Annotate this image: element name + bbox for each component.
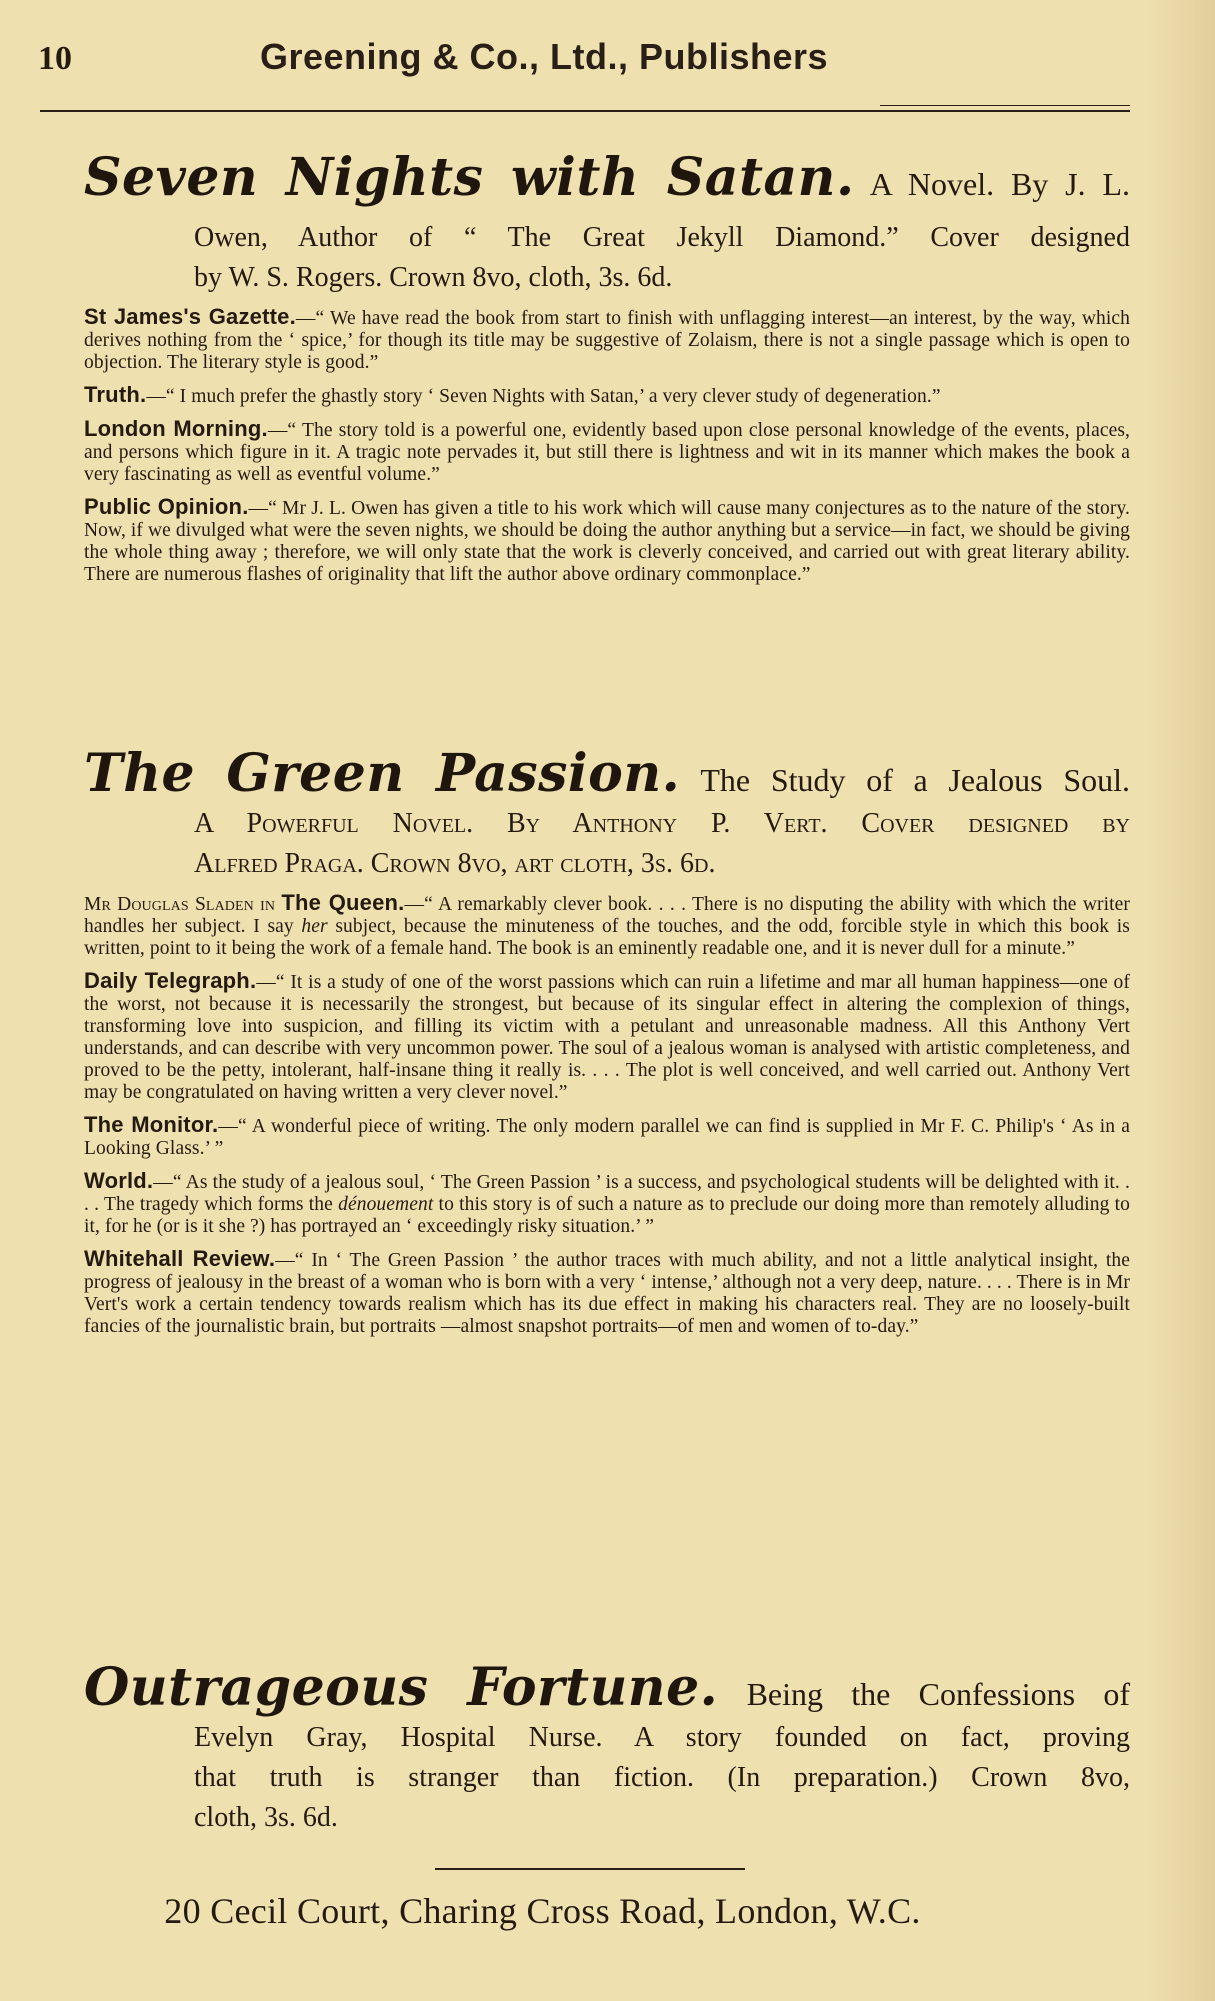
book-description: Evelyn Gray, Hospital Nurse. A story founded on fact, proving: [194, 1722, 1130, 1753]
running-title: Greening & Co., Ltd., Publishers: [260, 36, 829, 77]
review: [84, 384, 1130, 408]
review: [84, 970, 1130, 1104]
review-source: London Morning.: [84, 416, 268, 441]
review-text: —“ I much prefer the ghastly story ‘ Seven Nights with Satan,’ a very clever study of degeneration.”: [146, 386, 941, 407]
review: [84, 1248, 1130, 1338]
page-edge-shadow: [1145, 0, 1215, 2001]
review-text: subject, because the minuteness of the touches, and the odd, forcible style in which this book is written, point to it being the work of a female hand. The book is an eminently readable one, and it is never dull for a minute.”: [84, 916, 1130, 959]
review: [84, 1114, 1130, 1160]
review-source: The Monitor.: [84, 1112, 219, 1137]
book-description: by W. S. Rogers. Crown 8vo, cloth, 3s. 6d.: [194, 262, 673, 293]
book-title-line: [84, 743, 1131, 804]
review-prefix: Mr Douglas Sladen in: [84, 894, 282, 915]
book-entry-green-passion: [84, 743, 1131, 1338]
review: [84, 496, 1130, 586]
header-rule: [40, 110, 1130, 112]
review-emphasis: her: [301, 916, 328, 937]
review-text: —“ In ‘ The Green Passion ’ the author traces with much ability, and not a little analytical insight, the progress of jealousy in the breast of a woman who is born with a very ‘ intense,’ although not a very deep, nature. . . . There is in Mr Vert's work a certain tendency towards realism which has its due effect in making his characters real. They are no loosely-built fancies of the journalistic brain, but portraits —almost snapshot portraits—of men and women of to-day.”: [84, 1250, 1131, 1337]
reviews: [84, 892, 1130, 1338]
header-rule-thin: [880, 105, 1130, 106]
review-source: Public Opinion.: [84, 494, 249, 519]
review-text: —“ A remarkably clever book. . . . There is no disputing the ability with which the writer handles her subject. I say: [84, 894, 1130, 937]
review-text: —“ As the study of a jealous soul, ‘ The Green Passion ’ is a success, and psychological students will be delighted with it. . . . The tragedy which forms the: [84, 1172, 1130, 1215]
book-subtitle: Being the Confessions of: [746, 1676, 1131, 1712]
book-subtitle: A Novel. By J. L.: [869, 166, 1131, 202]
review-source: The Queen.: [281, 890, 405, 915]
book-subtitle: The Study of a Jealous Soul.: [700, 762, 1131, 798]
book-entry-outrageous-fortune: [84, 1657, 1131, 1838]
publisher-address: 20 Cecil Court, Charing Cross Road, London, W.C.: [164, 1891, 921, 1931]
book-description: Owen, Author of “ The Great Jekyll Diamond.” Cover designed: [194, 222, 1130, 253]
book-description: Alfred Praga. Crown 8vo, art cloth, 3s. 6d.: [194, 848, 716, 879]
book-description: that truth is stranger than fiction. (In preparation.) Crown 8vo,: [194, 1762, 1130, 1793]
page-number: 10: [38, 40, 72, 77]
review: [84, 1170, 1130, 1238]
review-text: to this story is of such a nature as to preclude our doing more than remotely alluding to it, for he (or is it she ?) has portrayed an ‘ exceedingly risky situation.’ ”: [84, 1194, 1130, 1237]
book-title-line: [84, 147, 1131, 208]
review-text: —“ It is a study of one of the worst passions which can ruin a lifetime and mar all human happiness—one of the worst, not because it is necessarily the strongest, but because of its singular effect in altering the complexion of things, transforming love into suspicion, and filling its victim with a petulant and unreasonable madness. All this Anthony Vert understands, and can describe with very uncommon power. The soul of a jealous woman is analysed with artistic completeness, and proved to be the petty, intolerant, half-insane thing it really is. . . . The plot is well conceived, and well carried out. Anthony Vert may be congratulated on having written a very clever novel.”: [84, 972, 1131, 1103]
review-source: St James's Gazette.: [84, 304, 296, 329]
book-title-line: [84, 1657, 1131, 1718]
review-source: Whitehall Review.: [84, 1246, 276, 1271]
review-text: —“ Mr J. L. Owen has given a title to his work which will cause many conjectures as to the nature of the story. Now, if we divulged what were the seven nights, we should be doing the author anything but a service—in fact, we should be giving the whole thing away ; therefore, we will only state that the work is cleverly conceived, and carried out with great literary ability. There are numerous flashes of originality that lift the author above ordinary commonplace.”: [84, 498, 1130, 585]
book-description: A Powerful Novel. By Anthony P. Vert. Cover designed by: [194, 808, 1130, 839]
review-source: Daily Telegraph.: [84, 968, 257, 993]
book-description: cloth, 3s. 6d.: [194, 1802, 338, 1833]
review: [84, 892, 1130, 960]
book-title: The Green Passion.: [84, 743, 681, 804]
review: [84, 306, 1130, 374]
review-emphasis: dénouement: [338, 1194, 434, 1215]
book-title: Outrageous Fortune.: [84, 1657, 719, 1718]
book-title: Seven Nights with Satan.: [84, 147, 855, 208]
review-text: —“ We have read the book from start to finish with unflagging interest—an interest, by the way, which derives nothing from the ‘ spice,’ for though its title may be suggestive of Zolaism, there is not a single passage which is open to objection. The literary style is good.”: [84, 308, 1130, 373]
review: [84, 418, 1130, 486]
book-entry-seven-nights: [84, 147, 1131, 586]
review-source: Truth.: [84, 382, 147, 407]
review-text: —“ The story told is a powerful one, evidently based upon close personal knowledge of the events, places, and persons which figure in it. A tragic note pervades it, but still there is lightness and wit in its manner which makes the book a very fascinating as well as eventful volume.”: [84, 420, 1131, 485]
review-source: World.: [84, 1168, 154, 1193]
review-text: —“ A wonderful piece of writing. The only modern parallel we can find is supplied in Mr F. C. Philip's ‘ As in a Looking Glass.’ ”: [84, 1116, 1130, 1159]
reviews: [84, 306, 1130, 586]
footer-rule: [435, 1868, 745, 1870]
